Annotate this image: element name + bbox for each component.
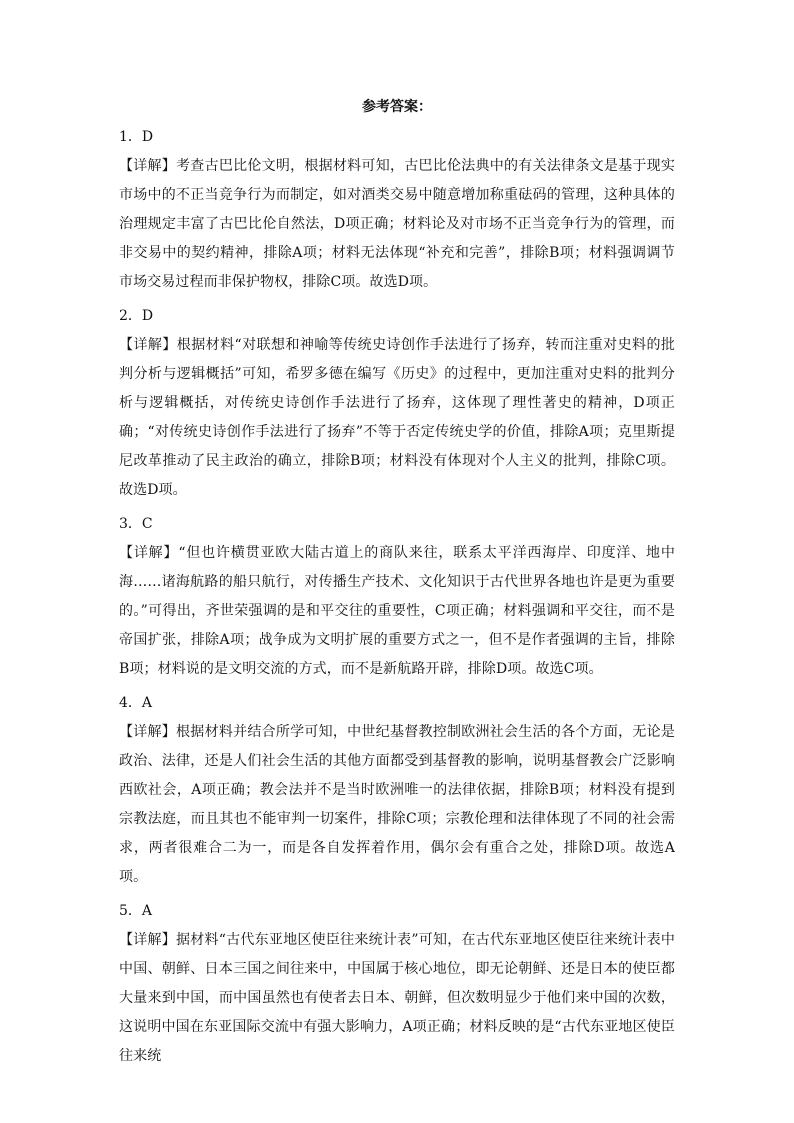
explanation-tag: 【详解】 — [119, 158, 177, 174]
explanation-text: 考查古巴比伦文明，根据材料可知，古巴比伦法典中的有关法律条文是基于现实市场中的不正当竞争行为而制定，如对酒类交易中随意增加称重砝码的管理，这种具体的治理规定丰富了古巴比伦自然法，D项正确；材料论及对市场不正当竞争行为的管理，而非交易中的契约精神，排除A项；材料无法体现“补充和完善”，排除B项；材料强调调节市场交易过程而非保护物权，排除C项。故选D项。 — [119, 158, 675, 290]
question-number: 2．D — [119, 308, 154, 324]
answer-item-5 — [119, 898, 675, 1071]
explanation-tag: 【详解】 — [119, 545, 179, 561]
answer-item-3 — [119, 511, 675, 684]
explanation — [119, 718, 675, 892]
question-number: 3．C — [119, 516, 153, 532]
page-title: 参考答案： — [362, 99, 432, 115]
explanation-tag: 【详解】 — [119, 932, 176, 948]
answer-page — [119, 94, 675, 1077]
answer-item-4 — [119, 690, 675, 892]
explanation — [119, 539, 675, 684]
explanation-tag: 【详解】 — [119, 337, 177, 353]
explanation-text: 据材料“古代东亚地区使臣往来统计表”可知，在古代东亚地区使臣往来统计表中中国、朝鲜、日本三国之间往来中，中国属于核心地位，即无论朝鲜、还是日本的使臣都大量来到中国，而中国虽然也有使者去日本、朝鲜，但次数明显少于他们来中国的次数，这说明中国在东亚国际交流中有强大影响力，A项正确；材料反映的是“古代东亚地区使臣往来统 — [119, 932, 675, 1064]
question-number: 4．A — [119, 695, 153, 711]
explanation-text: 根据材料“对联想和神喻等传统史诗创作手法进行了扬弃，转而注重对史料的批判分析与逻辑概括”可知，希罗多德在编写《历史》的过程中，更加注重对史料的批判分析与逻辑概括，对传统史诗创作手法进行了扬弃，这体现了理性著史的精神，D项正确；“对传统史诗创作手法进行了扬弃”不等于否定传统史学的价值，排除A项；克里斯提尼改革推动了民主政治的确立，排除B项；材料没有体现对个人主义的批判，排除C项。故选D项。 — [119, 337, 675, 498]
question-number: 5．A — [119, 903, 153, 919]
explanation-tag: 【详解】 — [119, 724, 177, 740]
question-number: 1．D — [119, 129, 154, 145]
explanation — [119, 331, 675, 505]
explanation-text: 根据材料并结合所学可知，中世纪基督教控制欧洲社会生活的各个方面，无论是政治、法律，还是人们社会生活的其他方面都受到基督教的影响，说明基督教会广泛影响西欧社会，A项正确；教会法并不是当时欧洲唯一的法律依据，排除B项；材料没有提到宗教法庭，而且其也不能审判一切案件，排除C项；宗教伦理和法律体现了不同的社会需求，两者很难合二为一，而是各自发挥着作用，偶尔会有重合之处，排除D项。故选A项。 — [119, 724, 675, 885]
answer-item-1 — [119, 124, 675, 297]
explanation-text: “但也许横贯亚欧大陆古道上的商队来往，联系太平洋西海岸、印度洋、地中海……诸海航路的船只航行，对传播生产技术、文化知识于古代世界各地也许是更为重要的。”可得出，齐世荣强调的是和平交往的重要性，C项正确；材料强调和平交往，而不是帝国扩张，排除A项；战争成为文明扩展的重要方式之一，但不是作者强调的主旨，排除B项；材料说的是文明交流的方式，而不是新航路开辟，排除D项。故选C项。 — [119, 545, 675, 677]
explanation — [119, 152, 675, 297]
answer-item-2 — [119, 303, 675, 505]
explanation — [119, 926, 675, 1071]
